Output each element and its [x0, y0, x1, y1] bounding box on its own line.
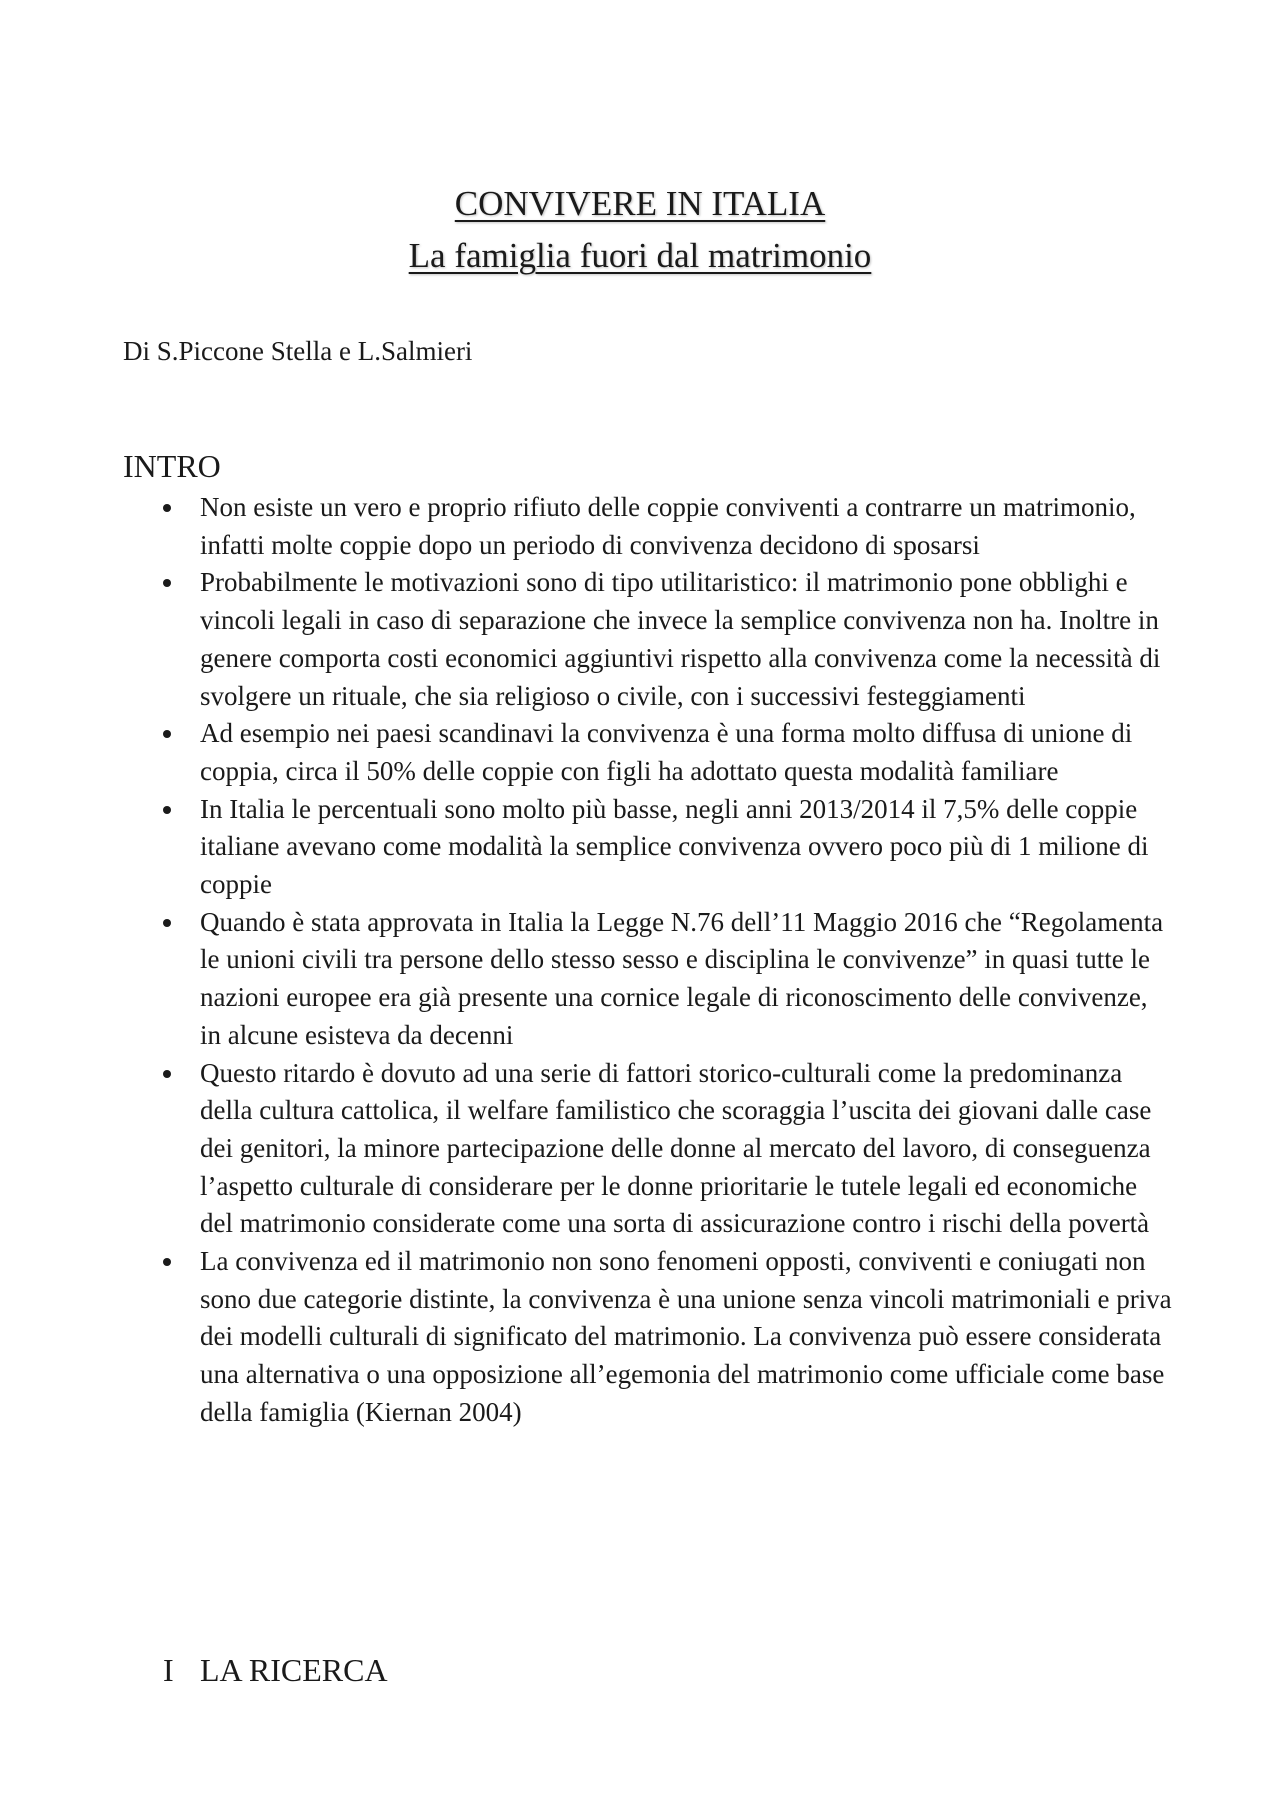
title-block — [0, 178, 1280, 282]
bullet-icon — [163, 579, 171, 587]
document-title: CONVIVERE IN ITALIA — [454, 184, 826, 223]
section-heading — [163, 1650, 388, 1690]
bullet-icon — [163, 806, 171, 814]
bullet-text: Non esiste un vero e proprio rifiuto delle coppie conviventi a contrarre un matrimonio, infatti molte coppie dopo un periodo di convivenza decidono di sposarsi — [200, 492, 1136, 560]
list-item — [163, 1055, 1173, 1244]
list-item — [163, 1243, 1173, 1432]
bullet-icon — [163, 730, 171, 738]
bullet-text: Probabilmente le motivazioni sono di tipo utilitaristico: il matrimonio pone obblighi e vincoli legali in caso di separazione che invece la semplice convivenza non ha. Inoltre in genere comporta costi economici aggiuntivi rispetto alla convivenza come la necessità di svolgere un rituale, che sia religioso o civile, con i successivi festeggiamenti — [200, 567, 1161, 711]
authors-line: Di S.Piccone Stella e L.Salmieri — [123, 336, 473, 366]
list-item — [163, 715, 1173, 790]
bullet-icon — [163, 1070, 171, 1078]
section-title: LA RICERCA — [200, 1652, 388, 1688]
bullet-text: In Italia le percentuali sono molto più basse, negli anni 2013/2014 il 7,5% delle coppie italiane avevano come modalità la semplice convivenza ovvero poco più di 1 milione di coppie — [200, 793, 1149, 900]
bullet-icon — [163, 919, 171, 927]
list-item — [163, 791, 1173, 904]
intro-bullet-list — [163, 489, 1173, 1432]
intro-heading: INTRO — [123, 448, 221, 484]
section-number: I — [163, 1652, 174, 1688]
bullet-icon — [163, 504, 171, 512]
bullet-text: La convivenza ed il matrimonio non sono fenomeni opposti, conviventi e coniugati non sono due categorie distinte, la convivenza è una unione senza vincoli matrimoniali e priva dei modelli culturali di significato del matrimonio. La convivenza può essere considerata una alternativa o una opposizione all’egemonia del matrimonio come ufficiale come base della famiglia (Kiernan 2004) — [200, 1246, 1172, 1427]
document-subtitle: La famiglia fuori dal matrimonio — [408, 236, 872, 275]
list-item — [163, 904, 1173, 1055]
bullet-text: Quando è stata approvata in Italia la Legge N.76 dell’11 Maggio 2016 che “Regolamenta le unioni civili tra persone dello stesso sesso e disciplina le convivenze” in quasi tutte le nazioni europee era già presente una cornice legale di riconoscimento delle convivenze, in alcune esisteva da decenni — [200, 906, 1164, 1050]
list-item — [163, 564, 1173, 715]
bullet-text: Ad esempio nei paesi scandinavi la convivenza è una forma molto diffusa di unione di coppia, circa il 50% delle coppie con figli ha adottato questa modalità familiare — [200, 718, 1133, 786]
list-item — [163, 489, 1173, 564]
bullet-icon — [163, 1258, 171, 1266]
bullet-text: Questo ritardo è dovuto ad una serie di fattori storico-culturali come la predominanza della cultura cattolica, il welfare familistico che scoraggia l’uscita dei giovani dalle case dei genitori, la minore partecipazione delle donne al mercato del lavoro, di conseguenza l’aspetto culturale di considerare per le donne prioritarie le tutele legali ed economiche del matrimonio considerate come una sorta di assicurazione contro i rischi della povertà — [200, 1057, 1152, 1239]
